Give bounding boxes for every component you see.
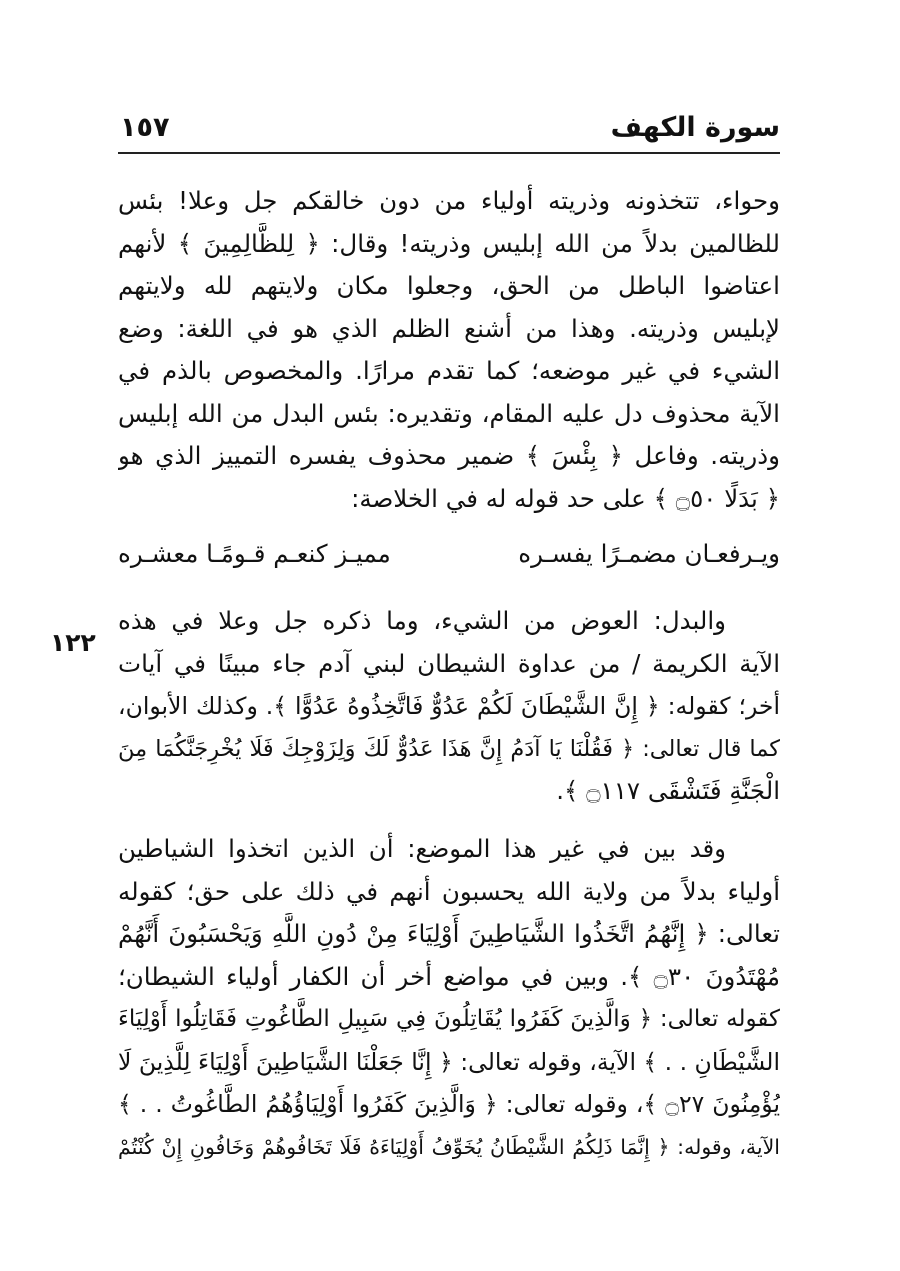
text-line: الآية محذوف دل عليه المقام، وتقديره: بئس البدل من الله إبليس (118, 398, 780, 428)
text-line: للظالمين بدلاً من الله إبليس وذريته! وقال: ﴿ لِلظَّالِمِينَ ﴾ لأنهم (118, 228, 780, 258)
text-line: أولياء بدلاً من ولاية الله يحسبون أنهم في ذلك على حق؛ كقوله (118, 876, 780, 906)
text-line: كما قال تعالى: ﴿ فَقُلْنَا يَا آدَمُ إِنَّ هَذَا عَدُوٌّ لَكَ وَلِزَوْجِكَ فَلَا يُخْرِجَنَّكُمَا مِنَ (118, 735, 780, 762)
text-line: تعالى: ﴿ إِنَّهُمُ اتَّخَذُوا الشَّيَاطِينَ أَوْلِيَاءَ مِنْ دُونِ اللَّهِ وَيَحْسَبُونَ أَنَّهُمْ (118, 919, 780, 948)
verse-second-hemistich: مميـز كنعـم قـومًـا معشـره (118, 539, 391, 568)
text-line: الآية، وقوله: ﴿ إِنَّمَا ذَلِكُمُ الشَّيْطَانُ يُخَوِّفُ أَوْلِيَاءَهُ فَلَا تَخَافُوهُمْ وَخَافُونِ إِنْ كُنْتُمْ (118, 1134, 780, 1159)
text-line: وقد بين في غير هذا الموضع: أن الذين اتخذوا الشياطين (118, 834, 726, 863)
text-line: وحواء، تتخذونه وذريته أولياء من دون خالقكم جل وعلا! بئس (118, 186, 780, 215)
text-line: الآية الكريمة / من عداوة الشيطان لبني آدم جاء مبينًا في آيات (118, 648, 780, 678)
text-line: أخر؛ كقوله: ﴿ إِنَّ الشَّيْطَانَ لَكُمْ عَدُوٌّ فَاتَّخِذُوهُ عَدُوًّا ﴾. وكذلك الأبوان، (118, 692, 780, 720)
text-line: ﴿ بَدَلًا ۝٥٠ ﴾ على حد قوله له في الخلاصة: (351, 483, 780, 513)
text-line: الشيء في غير موضعه؛ كما تقدم مرارًا. والمخصوص بالذم في (118, 356, 780, 385)
poetry-verse (118, 534, 780, 574)
page-header (118, 108, 780, 154)
chapter-title: سورة الكهف (610, 112, 780, 143)
paragraph-2 (118, 600, 780, 813)
paragraph-3 (118, 828, 780, 1168)
verse-first-hemistich: ويـرفعـان مضمـرًا يفسـره (518, 539, 780, 568)
text-line: كقوله تعالى: ﴿ وَالَّذِينَ كَفَرُوا يُقَاتِلُونَ فِي سَبِيلِ الطَّاغُوتِ فَقَاتِلُوا أَوْلِيَاءَ (118, 1006, 780, 1032)
text-line: لإبليس وذريته. وهذا من أشنع الظلم الذي هو في اللغة: وضع (118, 313, 780, 343)
paragraph-1 (118, 180, 780, 520)
text-line: اعتاضوا الباطل من الحق، وجعلوا مكان ولايتهم لله ولايتهم (118, 271, 780, 300)
page-number: ١٥٧ (120, 112, 170, 143)
text-line: والبدل: العوض من الشيء، وما ذكره جل وعلا في هذه (118, 606, 726, 635)
text-line: يُؤْمِنُونَ ۝٢٧ ﴾، وقوله تعالى: ﴿ وَالَّذِينَ كَفَرُوا أَوْلِيَاؤُهُمُ الطَّاغُوتُ . . ﴾ (118, 1090, 780, 1118)
text-line: وذريته. وفاعل ﴿ بِئْسَ ﴾ ضمير محذوف يفسره التمييز الذي هو (118, 441, 780, 470)
text-line: الْجَنَّةِ فَتَشْقَى ۝١١٧ ﴾. (556, 776, 780, 805)
text-line: الشَّيْطَانِ . . ﴾ الآية، وقوله تعالى: ﴿ إِنَّا جَعَلْنَا الشَّيَاطِينَ أَوْلِيَاءَ لِلَّذِينَ لَا (118, 1047, 780, 1076)
text-line: مُهْتَدُونَ ۝٣٠ ﴾. وبين في مواضع أخر أن الكفار أولياء الشيطان؛ (118, 961, 780, 991)
margin-page-reference: ١٢٢ (50, 628, 96, 657)
